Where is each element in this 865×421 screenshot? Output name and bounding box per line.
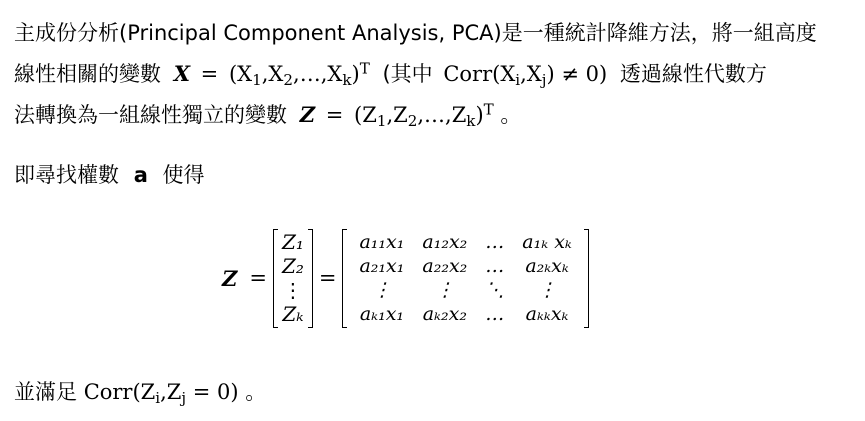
paragraph-line-4 — [14, 162, 205, 188]
note-open: (其中 — [382, 62, 433, 86]
matrix-cell: aₖ₂x₂ — [422, 303, 467, 325]
vector-x: X — [173, 61, 190, 86]
matrix-equation — [222, 230, 589, 326]
text-segment: 法轉換為一組線性獨立的變數 — [14, 103, 287, 127]
matrix-cell: a₁₂x₂ — [422, 231, 468, 253]
matrix-cell: … — [485, 303, 505, 325]
equation-lhs: Z — [222, 265, 238, 291]
matrix-cell: ⋮ — [435, 279, 455, 301]
matrix-cell: a₂₂x₂ — [422, 255, 468, 277]
text-segment: 即尋找權數 — [14, 163, 119, 187]
weight-symbol: a — [133, 163, 148, 187]
paragraph-line-3 — [14, 102, 521, 128]
equals-sign: = — [200, 62, 219, 86]
text-segment: 使得 — [162, 163, 205, 187]
vector-entry: Z₁ — [281, 230, 304, 254]
paragraph-line-1 — [14, 20, 817, 46]
footer-condition — [14, 379, 266, 405]
equals-sign: = — [325, 103, 344, 127]
z-column-vector — [273, 230, 313, 326]
matrix-cell: a₂ₖxₖ — [525, 255, 569, 277]
matrix-cell: … — [485, 231, 505, 253]
matrix-cell: a₁ₖ xₖ — [522, 231, 572, 253]
matrix-cell: a₂₁x₁ — [359, 255, 405, 277]
text-segment: 透過線性代數方 — [619, 62, 767, 86]
matrix-cell: ⋮ — [537, 279, 557, 301]
z-tuple: $(Z_1,Z_2,\dots,Z_k)^T$ — [354, 100, 494, 130]
matrix-row — [350, 230, 580, 254]
vector-z: Z — [299, 102, 316, 127]
matrix-cell: aₖₖxₖ — [525, 303, 569, 325]
coefficient-matrix — [342, 230, 588, 326]
text-segment: 線性相關的變數 — [14, 62, 161, 86]
corr-condition: $Corr(X_i,X_j) \ne 0$) — [443, 62, 608, 89]
vector-entry: ⋮ — [282, 278, 303, 302]
period: 。 — [245, 380, 267, 404]
matrix-cell: aₖ₁x₁ — [359, 303, 405, 325]
matrix-cell: a₁₁x₁ — [359, 231, 405, 253]
equals-sign: = — [249, 266, 267, 290]
x-tuple: $(X_1,X_2,\dots,X_k)^T$ — [228, 59, 370, 89]
matrix-row — [350, 254, 580, 278]
matrix-row — [350, 302, 580, 326]
vector-entry: Z₂ — [281, 254, 304, 278]
matrix-row — [350, 278, 580, 302]
matrix-cell: ⋮ — [372, 279, 392, 301]
period: 。 — [500, 103, 522, 127]
equals-sign: = — [318, 266, 337, 290]
paragraph-line-2 — [14, 61, 767, 87]
matrix-cell: ⋱ — [485, 279, 505, 301]
matrix-cell: … — [485, 255, 505, 277]
corr-zero-condition: $Corr(Z_i,Z_j = 0)$ — [83, 380, 239, 407]
text-segment: 並滿足 — [14, 380, 77, 404]
vector-entry: Zₖ — [282, 302, 304, 326]
intro-text: 主成份分析(Principal Component Analysis, PCA)是一種統計降維方法，將一組高度 — [14, 21, 817, 45]
